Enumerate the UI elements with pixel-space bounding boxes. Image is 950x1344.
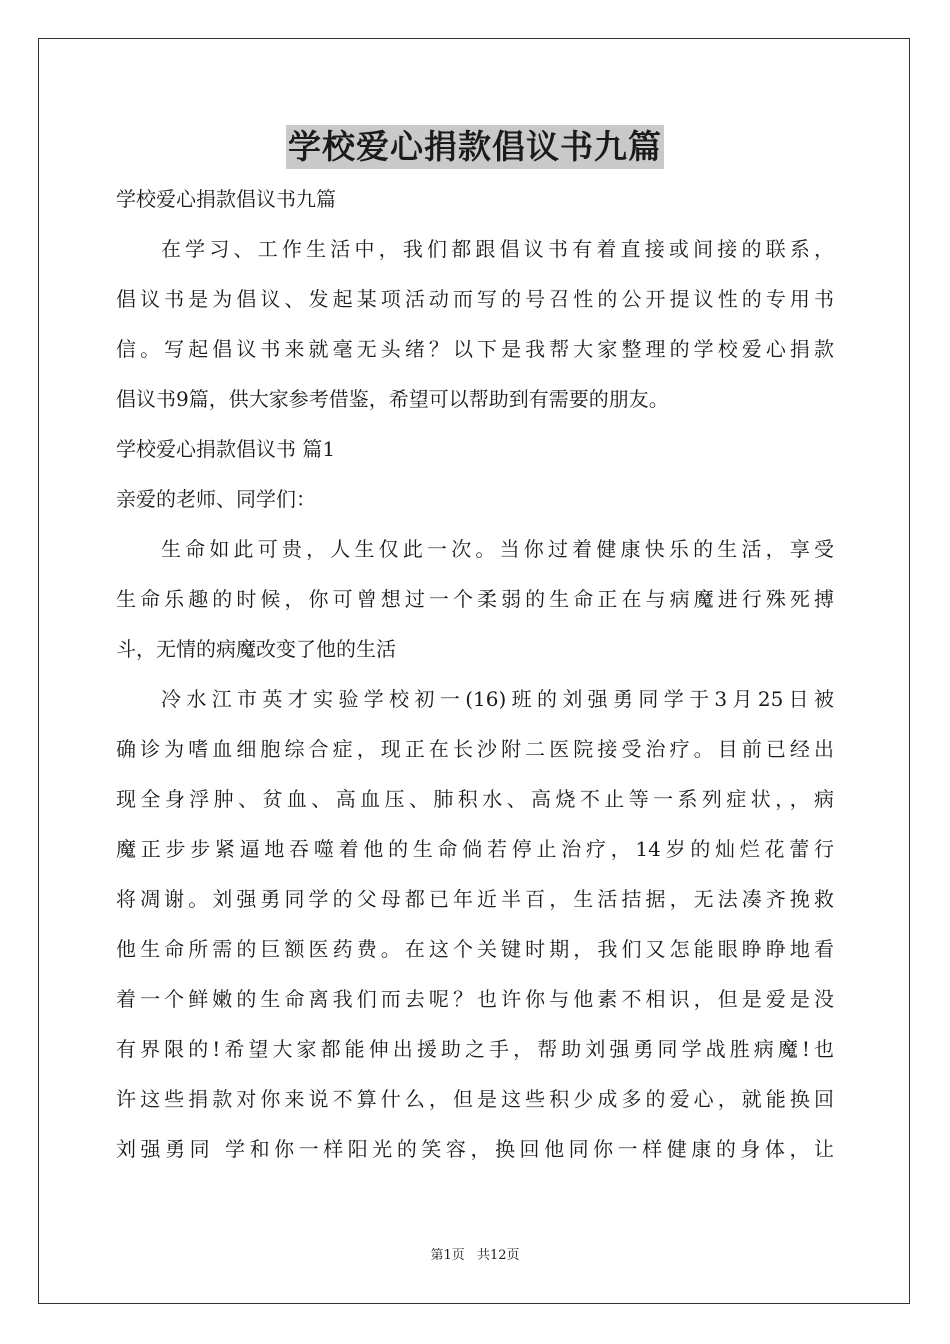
page-total: 共12页 xyxy=(476,1248,520,1263)
text-line: 刘强勇同 学和你一样阳光的笑容，换回他同你一样健康的身体，让 xyxy=(116,1137,834,1161)
text-line: 现全身浮肿、贫血、高血压、肺积水、高烧不止等一系列症状，，病 xyxy=(116,787,834,811)
text-line: 有界限的!希望大家都能伸出援助之手，帮助刘强勇同学战胜病魔!也 xyxy=(116,1037,834,1061)
text-line: 许这些捐款对你来说不算什么，但是这些积少成多的爱心，就能换回 xyxy=(116,1087,834,1111)
text-line: 他生命所需的巨额医药费。在这个关键时期，我们又怎能眼睁睁地看 xyxy=(116,937,834,961)
text-line: 学校爱心捐款倡议书 篇1 xyxy=(116,437,336,461)
text-line: 着一个鲜嫩的生命离我们而去呢？也许你与他素不相识，但是爱是没 xyxy=(116,987,834,1011)
text-line: 生命如此可贵，人生仅此一次。当你过着健康快乐的生活，享受 xyxy=(161,537,834,561)
text-line: 生命乐趣的时候，你可曾想过一个柔弱的生命正在与病魔进行殊死搏 xyxy=(116,587,834,611)
page-footer xyxy=(0,1244,950,1263)
text-line: 冷水江市英才实验学校初一(16)班的刘强勇同学于3月25日被 xyxy=(161,687,834,711)
document-body xyxy=(116,174,834,1174)
text-line: 斗，无情的病魔改变了他的生活 xyxy=(116,637,396,661)
text-line: 确诊为嗜血细胞综合症，现正在长沙附二医院接受治疗。目前已经出 xyxy=(116,737,834,761)
text-line: 倡议书9篇，供大家参考借鉴，希望可以帮助到有需要的朋友。 xyxy=(116,387,669,411)
page-number: 第1页 xyxy=(430,1248,465,1263)
text-line: 信。写起倡议书来就毫无头绪？以下是我帮大家整理的学校爱心捐款 xyxy=(116,337,834,361)
text-line: 在学习、工作生活中，我们都跟倡议书有着直接或间接的联系， xyxy=(161,237,834,261)
title-container xyxy=(0,125,950,169)
text-line: 倡议书是为倡议、发起某项活动而写的号召性的公开提议性的专用书 xyxy=(116,287,834,311)
text-line: 魔正步步紧逼地吞噬着他的生命倘若停止治疗，14岁的灿烂花蕾行 xyxy=(116,837,834,861)
document-title: 学校爱心捐款倡议书九篇 xyxy=(286,125,664,169)
text-line: 学校爱心捐款倡议书九篇 xyxy=(116,187,336,211)
text-line: 将凋谢。刘强勇同学的父母都已年近半百，生活拮据，无法凑齐挽救 xyxy=(116,887,834,911)
text-line: 亲爱的老师、同学们： xyxy=(116,487,316,511)
